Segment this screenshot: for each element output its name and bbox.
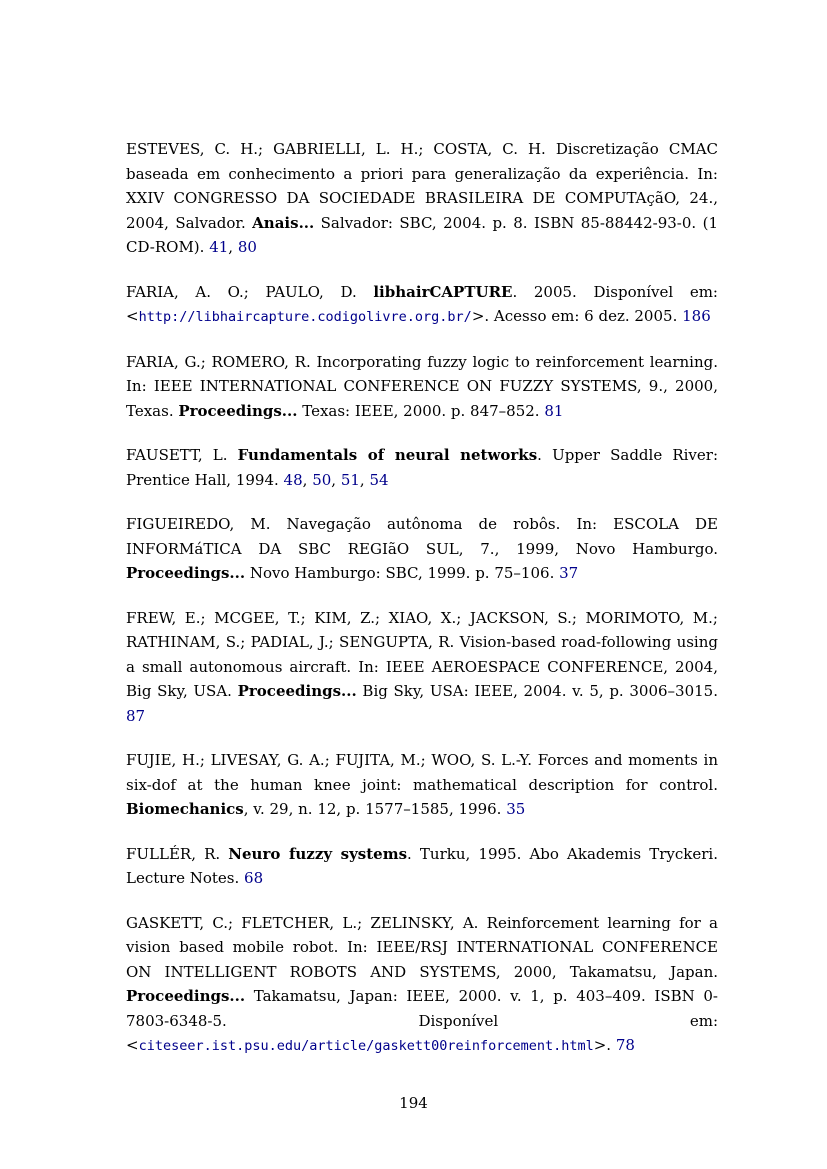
reference-entry [126,350,718,424]
backref-link[interactable]: 68 [244,869,264,887]
reference-entry [126,842,718,891]
reference-entry [126,748,718,822]
backref-link[interactable]: 37 [559,564,579,582]
reference-title: Anais... [252,213,315,232]
reference-text: Big Sky, USA: IEEE, 2004. v. 5, p. 3006–3015. [356,682,718,700]
reference-text: FREW, E.; MCGEE, T.; KIM, Z.; XIAO, X.; JACKSON, S.; MORIMOTO, M.; RATHINAM, S.; PADIAL, J.; SENGUPTA, R. Vision-based road-following using a small autonomous aircraft. In: IEEE AEROESPACE CONFERENCE, 2004, Big Sky, USA. [126,608,718,700]
reference-title: Proceedings... [178,401,298,420]
reference-entry: FAUSETT, L. Fundamentals of neural networks. Upper Saddle River: Prentice Hall, 1994. 48, 50, 51, 54 [126,446,719,489]
reference-list [126,137,718,1079]
reference-title: Biomechanics [126,800,244,818]
reference-title: Proceedings... [126,987,246,1005]
url-link[interactable]: http://libhaircapture.codigolivre.org.br/ [138,309,472,325]
reference-title: Proceedings... [126,564,246,582]
reference-text: Salvador: SBC, 2004. p. 8. ISBN 85-88442-93-0. (1 CD-ROM). [126,213,718,256]
reference-text: GASKETT, C.; FLETCHER, L.; ZELINSKY, A. Reinforcement learning for a vision based mobile robot. In: IEEE/RSJ INTERNATIONAL CONFERENCE ON INTELLIGENT ROBOTS AND SYSTEMS, 2000, Takamatsu, Japan. [126,913,718,981]
reference-entry [126,911,718,1059]
reference-text: FAUSETT, L. [126,446,238,464]
backref-link[interactable]: 51 [340,470,360,489]
reference-text: , v. 29, n. 12, p. 1577–1585, 1996. [243,800,507,818]
reference-title: Fundamentals of neural networks [237,446,538,464]
reference-title: libhairCAPTURE [373,282,513,301]
reference-text: FIGUEIREDO, M. Navegação autônoma de robôs. In: ESCOLA DE INFORMáTICA DA SBC REGIãO SUL, 7., 1999, Novo Hamburgo. [126,515,718,558]
reference-entry [126,280,718,330]
reference-text: ESTEVES, C. H.; GABRIELLI, L. H.; COSTA, C. H. Discretização CMAC baseada em conhecimento a priori para generalização da experiência. In: XXIV CONGRESSO DA SOCIEDADE BRASILEIRA DE COMPUTAçãO, 24., 2004, Salvador. [126,140,718,232]
reference-text: Takamatsu, Japan: IEEE, 2000. v. 1, p. 403–409. ISBN 0-7803-6348-5. Disponível em: < [126,987,718,1054]
backref-link[interactable]: 48 [283,470,303,489]
reference-text: FUJIE, H.; LIVESAY, G. A.; FUJITA, M.; WOO, S. L.-Y. Forces and moments in six-dof at the human knee joint: mathematical description for control. [126,751,718,794]
reference-entry: ESTEVES, C. H.; GABRIELLI, L. H.; COSTA, C. H. Discretização CMAC baseada em conhecimento a priori para generalização da experiência. In: XXIV CONGRESSO DA SOCIEDADE BRASILEIRA DE COMPUTAçãO, 24., 2004, Salvador. Anais... Salvador: SBC, 2004. p. 8. ISBN 85-88442-93-0. (1 CD-ROM). 41, 80 [126,140,718,256]
backref-link[interactable]: 50 [312,470,332,489]
backref-link[interactable]: 54 [369,470,389,489]
reference-text: . 2005. Disponível em: < [126,282,718,325]
backref-link[interactable]: 87 [126,706,146,725]
reference-text: >. Acesso em: 6 dez. 2005. [471,307,683,325]
reference-entry [126,606,718,729]
reference-text: >. [593,1036,616,1054]
reference-text: Novo Hamburgo: SBC, 1999. p. 75–106. [245,564,560,582]
reference-title: Neuro fuzzy systems [228,844,408,863]
backref-link[interactable]: 80 [237,238,257,256]
reference-text: FARIA, G.; ROMERO, R. Incorporating fuzzy logic to reinforcement learning. In: IEEE INTERNATIONAL CONFERENCE ON FUZZY SYSTEMS, 9., 2000, Texas. [126,352,718,420]
reference-entry [126,512,718,586]
reference-text: . Upper Saddle River: Prentice Hall, 1994. [126,446,719,489]
reference-text: Texas: IEEE, 2000. p. 847–852. [297,401,545,420]
reference-text: FULLÉR, R. [126,844,229,863]
page-number: 194 [399,1094,428,1112]
reference-title: Proceedings... [237,682,357,700]
backref-link[interactable]: 78 [615,1036,635,1054]
reference-text: . Turku, 1995. Abo Akademis Tryckeri. Lecture Notes. [126,844,718,887]
backref-link[interactable]: 186 [682,307,711,325]
backref-link[interactable]: 41 [209,238,229,256]
url-link[interactable]: citeseer.ist.psu.edu/article/gaskett00reinforcement.html [138,1038,594,1054]
backref-link[interactable]: 81 [544,401,564,420]
reference-text: FARIA, A. O.; PAULO, D. [126,282,374,301]
backref-link[interactable]: 35 [506,800,526,818]
